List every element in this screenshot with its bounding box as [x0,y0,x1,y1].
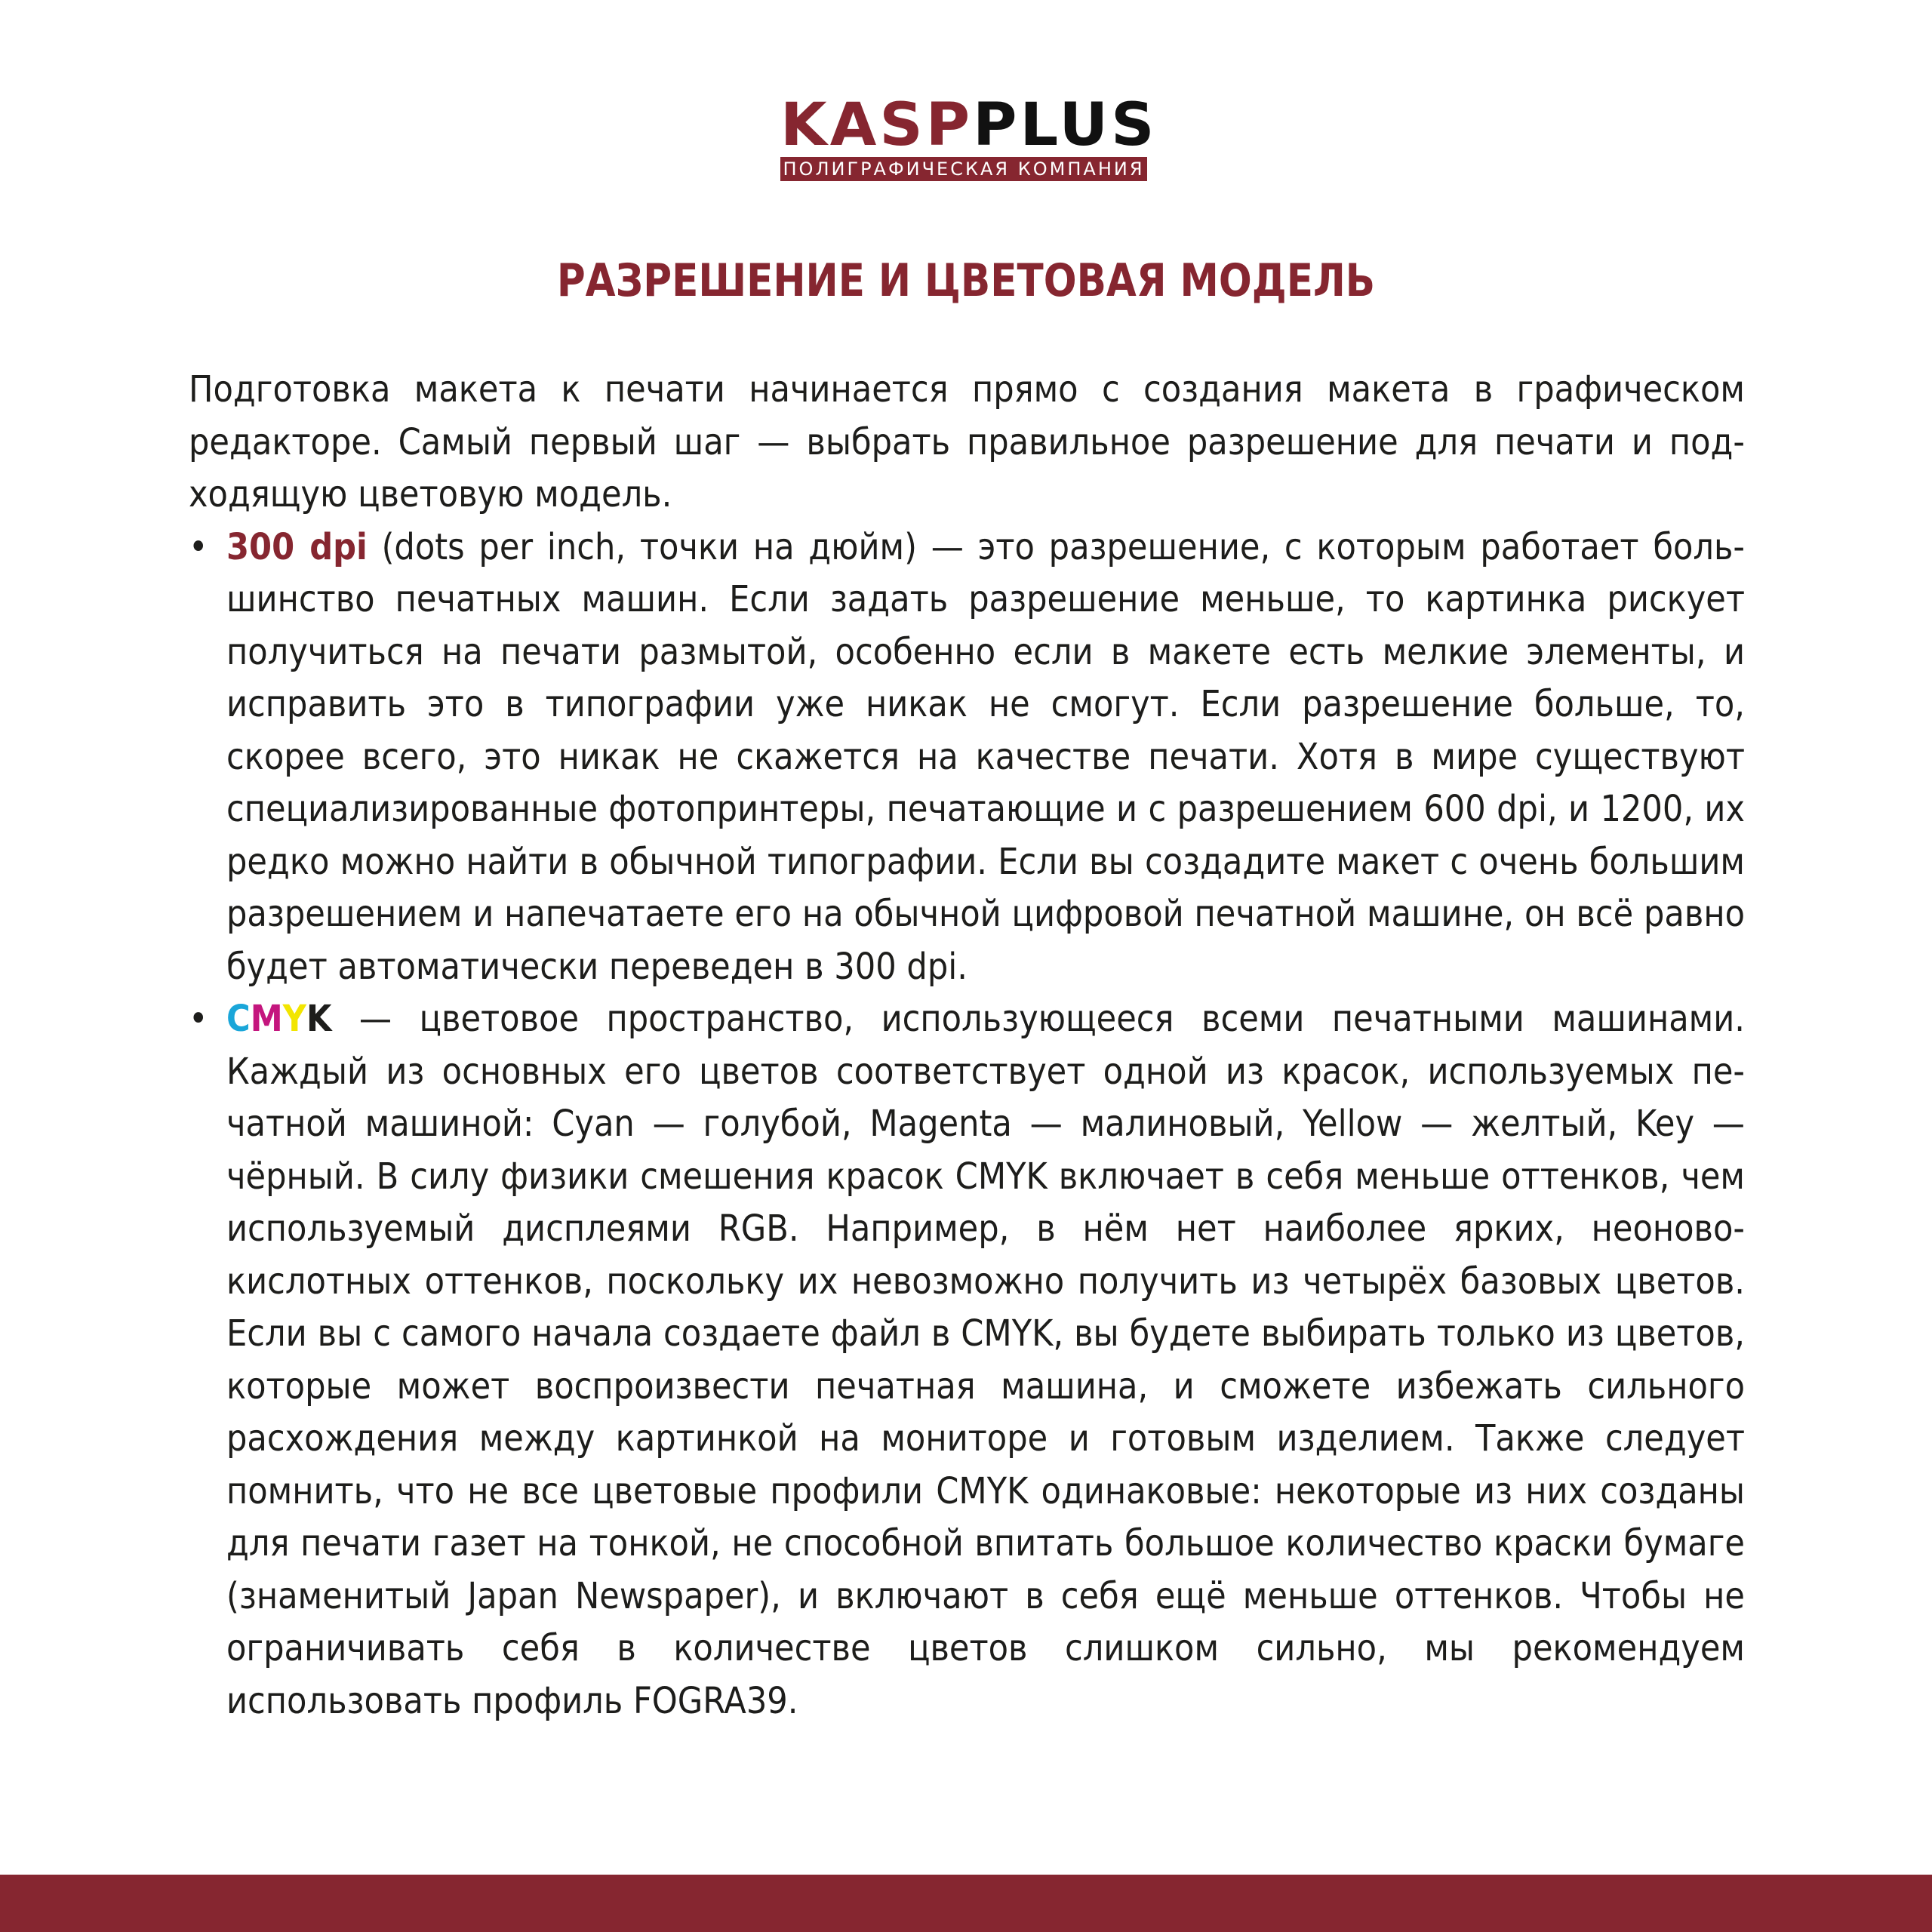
cmyk-letter-m: M [250,998,283,1040]
logo-tagline: ПОЛИГРАФИЧЕСКАЯ КОМПАНИЯ [780,157,1147,181]
bullet-resolution-text: (dots per inch, точки на дюйм) — это разрешение, с которым работает большинство печатных машин. Если задать разрешение меньше, то картинка рискует получиться на печати размытой, особенно если в макете есть мелкие элементы, и исправить это в типографии уже никак не смогут. Если разрешение больше, то, скорее всего, это никак не скажется на качестве печати. Хотя в мире существуют специализированные фотопринтеры, печатающие и с разрешением 600 dpi, и 1200, их редко можно найти в обычной типографии. Если вы создадите макет с очень большим разрешением и напечатаете его на обычной цифровой печатной машине, он всё равно будет автоматически переведен в 300 dpi. [226,525,1746,988]
term-cmyk [226,998,331,1040]
document-body [189,364,1745,1727]
bullet-marker: • [189,998,208,1040]
bullet-resolution [189,521,1745,994]
logo-wordmark [780,91,1158,159]
logo-kasp: KASP [780,91,974,159]
term-300dpi: 300 dpi [226,525,368,568]
company-logo [780,91,1158,181]
bullet-cmyk-text: — цветовое пространство, использующееся всеми печатными машинами. Каждый из основных его цветов соответствует одной из красок, используемых печатной машиной: Cyan — голубой, Magenta — малиновый, Yellow — желтый, Key — чёрный. В силу физики смешения красок CMYK включает в себя меньше оттенков, чем используемый дисплеями RGB. Например, в нём нет наиболее ярких, неоново-кислотных оттенков, поскольку их невозможно получить из четырёх базовых цветов. Если вы с самого начала создаете файл в CMYK, вы будете выбирать только из цветов, которые может воспроизвести печатная машина, и сможете избежать сильного расхождения между картинкой на мониторе и готовым изделием. Также следует помнить, что не все цветовые профили CMYK одинаковые: некоторые из них созданы для печати газет на тонкой, не способной впитать большое количество краски бумаге (знаменитый Japan Newspaper), и включают в себя ещё меньше оттенков. Чтобы не ограничивать себя в количестве цветов слишком сильно, мы рекомендуем использовать профиль FOGRA39. [226,998,1745,1722]
bullet-marker: • [189,525,208,568]
logo-plus: PLUS [973,91,1158,159]
cmyk-letter-k: K [306,998,332,1040]
bullet-cmyk [189,993,1745,1727]
intro-paragraph: Подготовка макета к печати начинается прямо с создания макета в графическом редакторе. Самый первый шаг — выбрать правильное разрешение для печати и подходящую цветовую модель. [189,368,1745,515]
cmyk-letter-y: Y [282,998,306,1040]
cmyk-letter-c: C [226,998,251,1040]
footer-bar [0,1875,1932,1932]
page-title: РАЗРЕШЕНИЕ И ЦВЕТОВАЯ МОДЕЛЬ [556,254,1376,307]
